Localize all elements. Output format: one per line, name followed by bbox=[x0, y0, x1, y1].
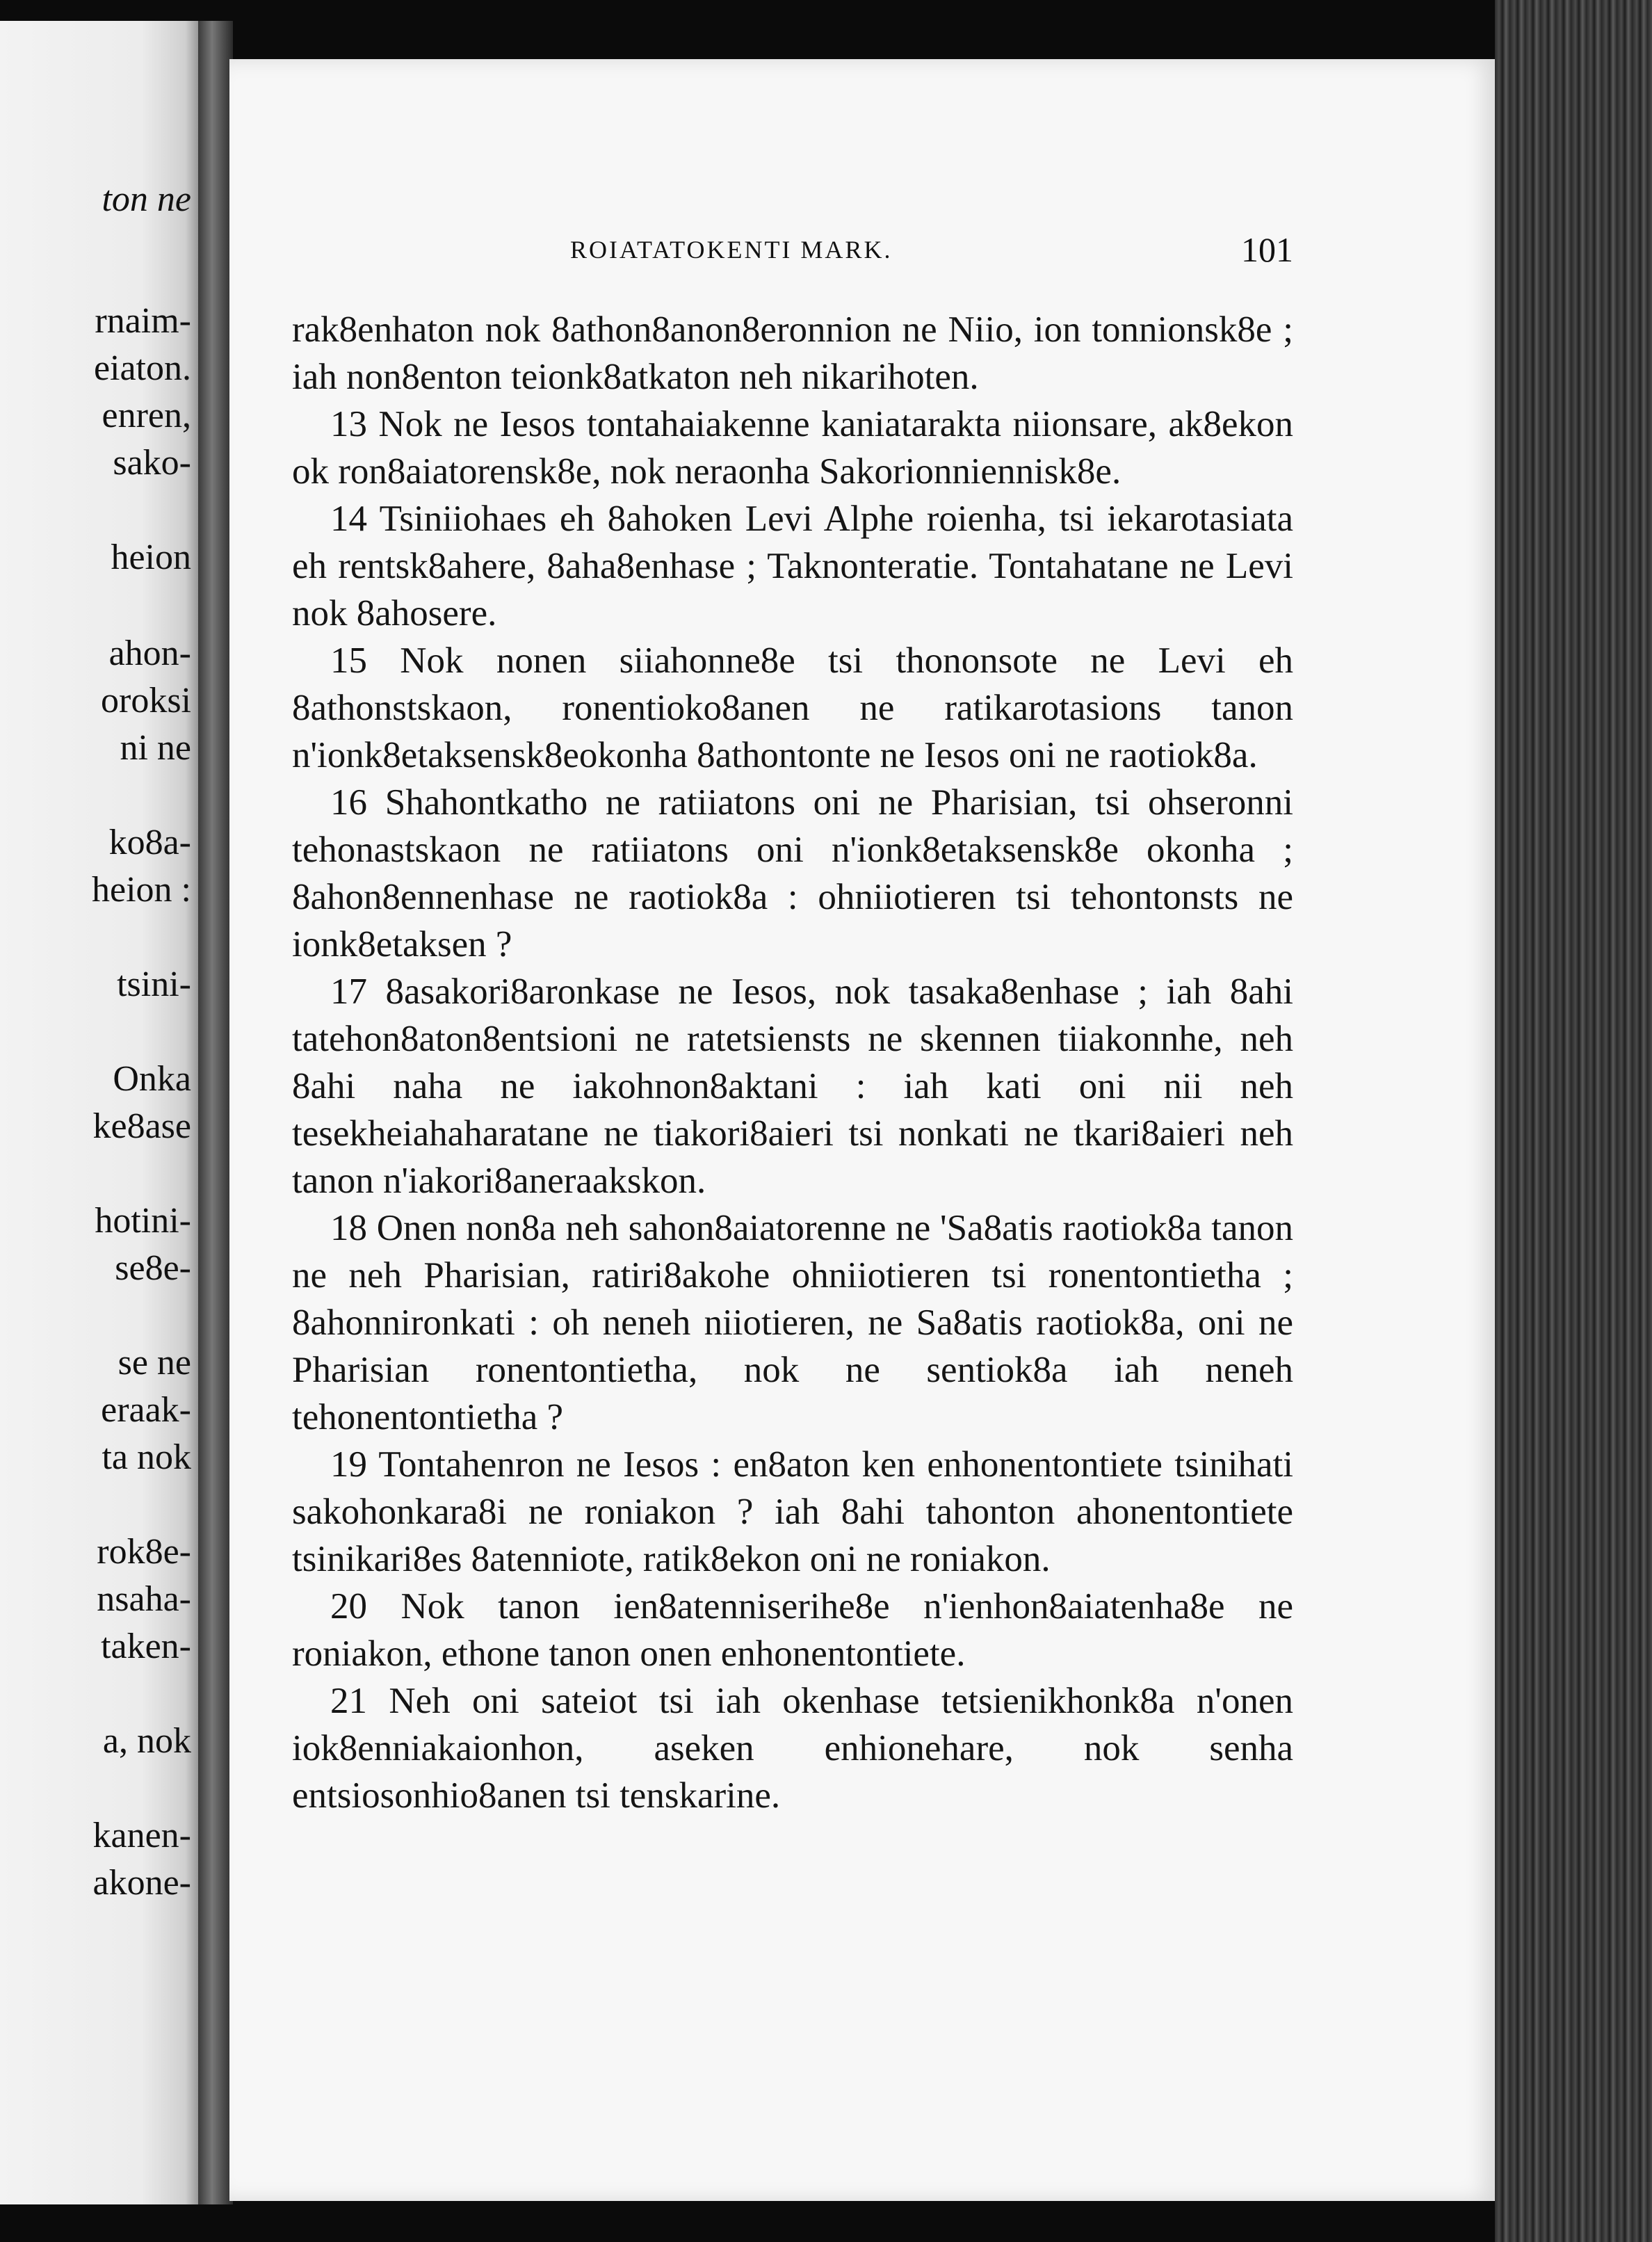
left-fragment: heion bbox=[111, 538, 191, 577]
left-fragment: kanen- bbox=[92, 1816, 191, 1855]
header-title: ROIATATOKENTI MARK. bbox=[570, 236, 893, 264]
left-fragment: ahon- bbox=[108, 634, 191, 673]
left-fragment: enren, bbox=[102, 396, 191, 435]
left-page-text-fragments bbox=[0, 21, 191, 2204]
left-fragment: Onka bbox=[113, 1059, 191, 1099]
left-fragment: oroksi bbox=[101, 681, 191, 720]
left-fragment: rnaim- bbox=[95, 301, 191, 341]
left-fragment: se8e- bbox=[115, 1248, 191, 1288]
left-fragment: heion : bbox=[92, 870, 191, 910]
left-fragment: eiaton. bbox=[93, 348, 191, 388]
left-facing-page bbox=[0, 21, 202, 2204]
verse-continuation: rak8enhaton nok 8athon8anon8eronnion ne Niio, ion tonnionsk8e ; iah non8enton teionk8atkaton neh nikarihoten. bbox=[292, 309, 1293, 397]
body-text bbox=[292, 306, 1293, 1819]
left-fragment: rok8e- bbox=[97, 1532, 191, 1572]
verse-13: 13 Nok ne Iesos tontahaiakenne kaniatarakta niionsare, ak8ekon ok ron8aiatorensk8e, nok neraonha Sakorionniennisk8e. bbox=[292, 404, 1293, 492]
left-fragment: se ne bbox=[118, 1343, 191, 1382]
book-edge bbox=[1495, 0, 1652, 2242]
left-fragment: ko8a- bbox=[108, 823, 191, 862]
left-fragment: hotini- bbox=[95, 1201, 191, 1241]
left-fragment: tsini- bbox=[117, 965, 191, 1004]
left-fragment: a, nok bbox=[102, 1721, 191, 1761]
left-fragment: taken- bbox=[101, 1627, 191, 1666]
left-fragment: sako- bbox=[113, 443, 191, 483]
verse-15: 15 Nok nonen siiahonne8e tsi thononsote ne Levi eh 8athonstskaon, ronentioko8anen ne ratikarotasions tanon n'ionk8etaksensk8eokonha 8athontonte ne Iesos oni ne raotiok8a. bbox=[292, 640, 1293, 775]
left-fragment: ton ne bbox=[102, 179, 191, 219]
page-number: 101 bbox=[1241, 230, 1293, 269]
left-fragment: ke8ase bbox=[92, 1106, 191, 1146]
verse-19: 19 Tontahenron ne Iesos : en8aton ken enhonentontiete tsinihati sakohonkara8i ne roniakon ? iah 8ahi tahonton ahonentontiete tsinikari8es 8atenniote, ratik8ekon oni ne roniakon. bbox=[292, 1444, 1293, 1579]
left-fragment: ta nok bbox=[102, 1437, 191, 1477]
verse-20: 20 Nok tanon ien8atenniserihe8e n'ienhon8aiatenha8e ne roniakon, ethone tanon onen enhonentontiete. bbox=[292, 1586, 1293, 1674]
running-header bbox=[341, 229, 1293, 278]
left-fragment: ni ne bbox=[120, 728, 191, 768]
verse-18: 18 Onen non8a neh sahon8aiatorenne ne 'Sa8atis raotiok8a tanon ne neh Pharisian, ratiri8akohe ohniiotieren tsi ronentontietha ; 8ahonnironkati : oh neneh niiotieren, ne Sa8atis raotiok8a, oni ne Pharisian ronentontietha, nok ne sentiok8a iah neneh tehonentontietha ? bbox=[292, 1208, 1293, 1437]
verse-16: 16 Shahontkatho ne ratiiatons oni ne Pharisian, tsi ohseronni tehonastskaon ne ratiiatons oni n'ionk8etaksensk8e okonha ; 8ahon8ennenhase ne raotiok8a : ohniiotieren tsi tehontonsts ne ionk8etaksen ? bbox=[292, 782, 1293, 965]
verse-21: 21 Neh oni sateiot tsi iah okenhase tetsienikhonk8a n'onen iok8enniakaionhon, aseken enhionehare, nok senha entsiosonhio8anen tsi tenskarine. bbox=[292, 1681, 1293, 1816]
left-fragment: akone- bbox=[92, 1863, 191, 1903]
left-fragment: nsaha- bbox=[97, 1579, 191, 1619]
book-gutter bbox=[198, 21, 233, 2204]
verse-14: 14 Tsiniiohaes eh 8ahoken Levi Alphe roienha, tsi iekarotasiata eh rentsk8ahere, 8aha8enhase ; Taknonteratie. Tontahatane ne Levi nok 8ahosere. bbox=[292, 499, 1293, 634]
left-fragment: eraak- bbox=[101, 1390, 191, 1430]
verse-17: 17 8asakori8aronkase ne Iesos, nok tasaka8enhase ; iah 8ahi tatehon8aton8entsioni ne ratetsiensts ne skennen tiiakonnhe, neh 8ahi naha ne iakohnon8aktani : iah kati oni nii neh tesekheiahaharatane ne tiakori8aieri tsi nonkati ne tkari8aieri neh tanon n'iakori8aneraakskon. bbox=[292, 971, 1293, 1201]
